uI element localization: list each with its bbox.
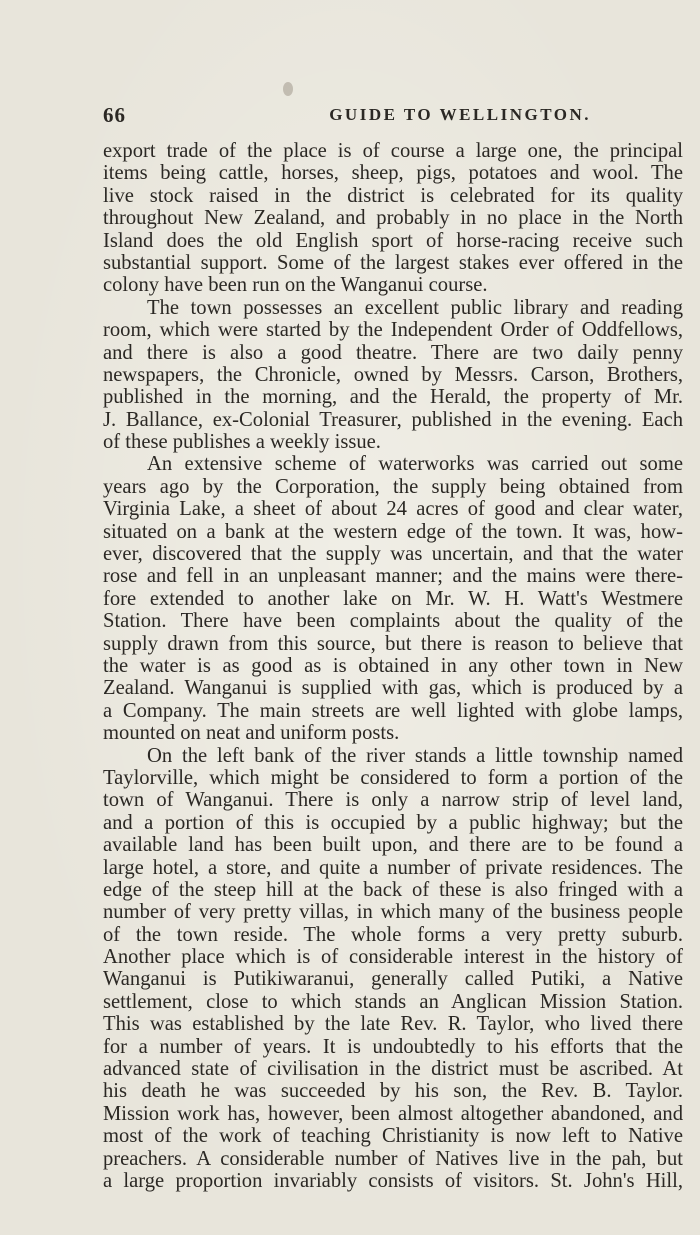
page-header <box>103 103 683 131</box>
text-line: live stock raised in the district is celebrated for its quality <box>103 184 683 207</box>
text-line: preachers. A considerable number of Natives live in the pah, but <box>103 1147 683 1170</box>
text-line: mounted on neat and uniform posts. <box>103 722 400 745</box>
text-line: Island does the old English sport of horse-racing receive such <box>103 229 683 252</box>
ink-smudge <box>283 82 293 96</box>
text-line: Station. There have been complaints about the quality of the <box>103 610 683 633</box>
text-line: number of very pretty villas, in which many of the business people <box>103 901 683 924</box>
text-line: edge of the steep hill at the back of these is also fringed with a <box>103 878 683 901</box>
text-line: Zealand. Wanganui is supplied with gas, which is produced by a <box>103 677 683 700</box>
text-line: items being cattle, horses, sheep, pigs, potatoes and wool. The <box>103 162 683 185</box>
running-head: GUIDE TO WELLINGTON. <box>329 105 591 124</box>
text-line: and a portion of this is occupied by a public highway; but the <box>103 811 683 834</box>
text-line: supply drawn from this source, but there is reason to believe that <box>103 632 683 655</box>
text-line: and there is also a good theatre. There are two daily penny <box>103 341 683 364</box>
text-line: ever, discovered that the supply was uncertain, and that the water <box>103 543 683 566</box>
text-line: a Company. The main streets are well lighted with globe lamps, <box>103 699 683 722</box>
text-line: available land has been built upon, and there are to be found a <box>103 834 683 857</box>
text-line: settlement, close to which stands an Anglican Mission Station. <box>103 990 683 1013</box>
text-line: An extensive scheme of waterworks was carried out some <box>147 453 683 476</box>
text-line: On the left bank of the river stands a little township named <box>147 744 683 767</box>
text-line: most of the work of teaching Christianity is now left to Native <box>103 1125 683 1148</box>
text-line: a large proportion invariably consists of visitors. St. John's Hill, <box>103 1169 683 1192</box>
text-line: fore extended to another lake on Mr. W. H. Watt's Westmere <box>103 587 683 610</box>
text-line: Virginia Lake, a sheet of about 24 acres of good and clear water, <box>103 498 683 521</box>
text-line: Wanganui is Putikiwaranui, generally called Putiki, a Native <box>103 968 683 991</box>
text-line: published in the morning, and the Herald, the property of Mr. <box>103 386 683 409</box>
text-line: Mission work has, however, been almost altogether abandoned, and <box>103 1102 683 1125</box>
text-line: for a number of years. It is undoubtedly to his efforts that the <box>103 1035 683 1058</box>
text-line: J. Ballance, ex-Colonial Treasurer, published in the evening. Each <box>103 408 683 431</box>
text-line: The town possesses an excellent public library and reading <box>147 296 683 319</box>
text-line: of the town reside. The whole forms a very pretty suburb. <box>103 923 683 946</box>
text-line: his death he was succeeded by his son, the Rev. B. Taylor. <box>103 1080 683 1103</box>
body-text <box>103 140 683 1192</box>
text-line: export trade of the place is of course a large one, the principal <box>103 140 683 162</box>
page-number: 66 <box>103 103 126 127</box>
text-line: throughout New Zealand, and probably in no place in the North <box>103 207 683 230</box>
text-line: colony have been run on the Wanganui course. <box>103 274 488 297</box>
text-line: town of Wanganui. There is only a narrow strip of level land, <box>103 789 683 812</box>
text-line: Taylorville, which might be considered to form a portion of the <box>103 766 683 789</box>
text-line: of these publishes a weekly issue. <box>103 431 381 454</box>
text-line: Another place which is of considerable interest in the history of <box>103 946 683 969</box>
text-line: advanced state of civilisation in the district must be ascribed. At <box>103 1058 683 1081</box>
text-line: This was established by the late Rev. R. Taylor, who lived there <box>103 1013 683 1036</box>
text-line: situated on a bank at the western edge of the town. It was, how- <box>103 520 683 543</box>
text-line: years ago by the Corporation, the supply being obtained from <box>103 475 683 498</box>
text-line: room, which were started by the Independent Order of Oddfellows, <box>103 319 683 342</box>
text-line: newspapers, the Chronicle, owned by Messrs. Carson, Brothers, <box>103 363 683 386</box>
text-line: rose and fell in an unpleasant manner; and the mains were there- <box>103 565 683 588</box>
text-line: the water is as good as is obtained in any other town in New <box>103 654 683 677</box>
text-line: substantial support. Some of the largest stakes ever offered in the <box>103 251 683 274</box>
text-line: large hotel, a store, and quite a number of private residences. The <box>103 856 683 879</box>
